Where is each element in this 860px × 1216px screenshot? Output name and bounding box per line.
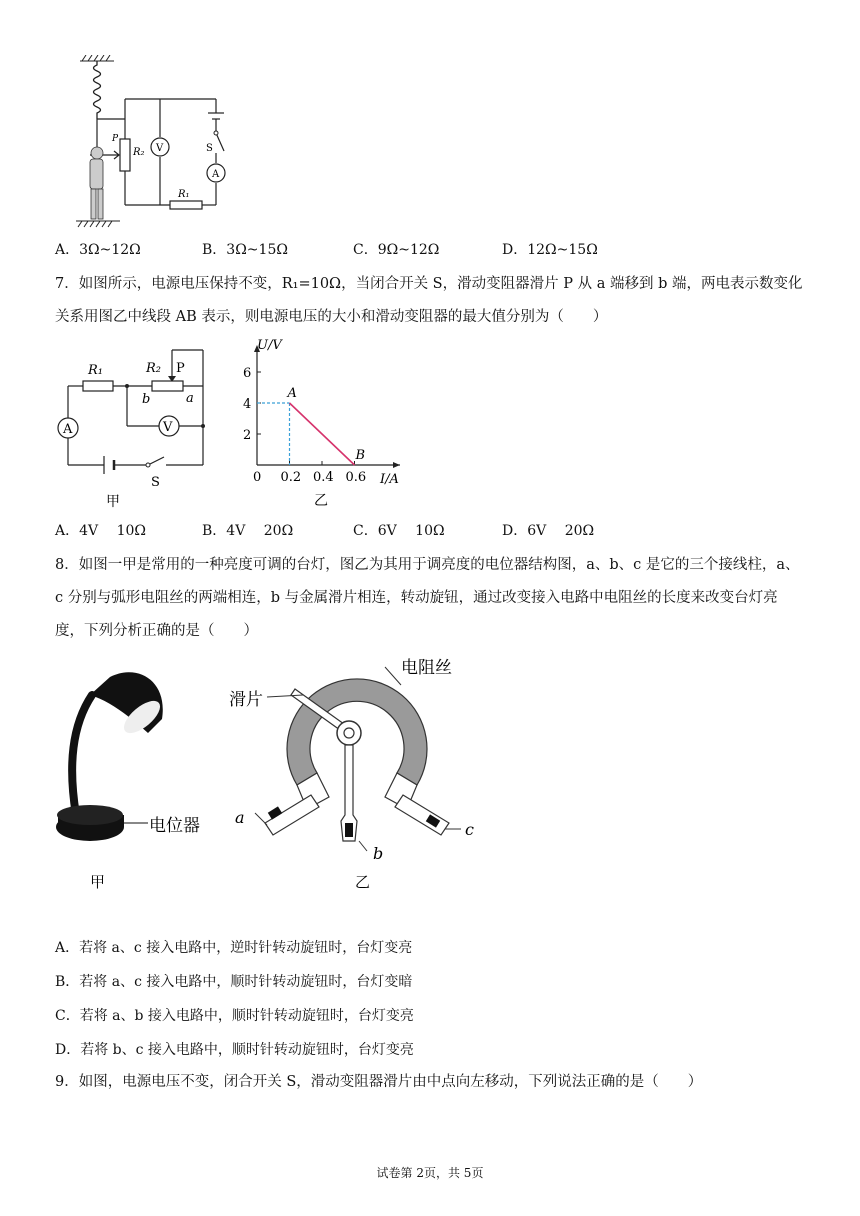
q6-option-a[interactable]: A．3Ω~12Ω xyxy=(55,242,141,258)
svg-text:V: V xyxy=(156,143,164,154)
r1-resistor xyxy=(83,381,113,391)
q7-stem xyxy=(55,268,815,334)
x-axis-arrow xyxy=(393,462,400,468)
point-a-label: A xyxy=(287,386,297,401)
graph-layer xyxy=(243,345,400,485)
resistance-wire-label: 电阻丝 xyxy=(401,658,452,678)
person-figure xyxy=(90,147,103,219)
svg-text:S: S xyxy=(151,475,160,490)
terminal-a-label: a xyxy=(235,808,245,827)
graph-x-label: I/A xyxy=(380,472,399,487)
q8-text-line3: 度，下列分析正确的是（ ） xyxy=(55,623,258,639)
svg-text:A: A xyxy=(63,422,73,437)
q6-option-c[interactable]: C．9Ω~12Ω xyxy=(353,242,440,258)
segment-ab xyxy=(290,403,355,465)
svg-text:b: b xyxy=(142,392,151,407)
svg-text:V: V xyxy=(163,420,173,435)
q7-text-line2: 关系用图乙中线段 AB 表示，则电源电压的大小和滑动变阻器的最大值分别为（ ） xyxy=(55,309,608,325)
x-tick-label: 0.4 xyxy=(313,470,334,485)
terminal-b-label: b xyxy=(373,844,384,863)
q7-graph xyxy=(232,335,412,515)
terminal-c xyxy=(395,795,449,835)
svg-text:R₂: R₂ xyxy=(146,361,161,376)
x-tick-label: 0.6 xyxy=(345,470,367,485)
svg-text:A: A xyxy=(212,169,220,180)
q8-text-line2: c 分别与弧形电阻丝的两端相连，b 与金属滑片相连，转动旋钮，通过改变接入电路中电阻丝的长度来改变台灯亮 xyxy=(55,590,778,606)
pot-caption: 乙 xyxy=(355,873,371,891)
q6-option-b[interactable]: B．3Ω~15Ω xyxy=(202,242,288,258)
q9-stem: 9．如图，电源电压不变，闭合开关 S，滑动变阻器滑片由中点向左移动，下列说法正确的是（ ） xyxy=(55,1074,703,1090)
x-tick-label: 0.2 xyxy=(280,470,302,485)
q6-circuit-figure xyxy=(70,55,240,230)
y-tick-label: 2 xyxy=(243,428,252,443)
lamp-potentiometer-label: 电位器 xyxy=(149,816,200,836)
svg-text:R₁: R₁ xyxy=(88,363,103,378)
q6-options xyxy=(0,240,860,260)
q8-stem xyxy=(55,549,815,648)
q7-option-c[interactable]: C．6V 10Ω xyxy=(353,523,445,539)
q8-option-d[interactable]: D．若将 b、c 接入电路中，顺时针转动旋钮时，台灯变亮 xyxy=(55,1042,414,1058)
q8-text-line1: 8．如图一甲是常用的一种亮度可调的台灯，图乙为其用于调亮度的电位器结构图，a、b、c 是它的三个接线柱，a、 xyxy=(55,557,800,573)
svg-text:P: P xyxy=(176,361,185,376)
r1-resistor xyxy=(170,201,202,209)
q7-option-b[interactable]: B．4V 20Ω xyxy=(202,523,294,539)
q6-option-d[interactable]: D．12Ω~15Ω xyxy=(502,242,598,258)
q7-option-a[interactable]: A．4V 10Ω xyxy=(55,523,146,539)
point-b-label: B xyxy=(355,448,366,463)
svg-text:P: P xyxy=(112,134,119,144)
r2-resistor xyxy=(152,381,183,391)
y-tick-label: 4 xyxy=(243,397,252,412)
y-tick-label: 6 xyxy=(243,366,252,381)
terminal-c-label: c xyxy=(465,820,474,839)
q8-lamp-figure xyxy=(50,655,220,895)
lamp-neck xyxy=(72,695,92,815)
q7-circuit-figure xyxy=(48,340,218,515)
q8-option-b[interactable]: B．若将 a、c 接入电路中，顺时针转动旋钮时，台灯变暗 xyxy=(55,974,413,990)
slider-label: 滑片 xyxy=(229,690,263,710)
q7-text-line1: 7．如图所示，电源电压保持不变，R₁=10Ω，当闭合开关 S，滑动变阻器滑片 P 从 a 端移到 b 端，两电表示数变化 xyxy=(55,276,803,292)
q7-option-d[interactable]: D．6V 20Ω xyxy=(502,523,595,539)
q7-options xyxy=(0,521,860,541)
svg-text:S: S xyxy=(206,143,213,154)
svg-text:甲: 甲 xyxy=(106,494,120,510)
page-footer: 试卷第 2页，共 5页 xyxy=(376,1166,484,1180)
x-tick-label: 0 xyxy=(253,470,262,485)
svg-text:R₁: R₁ xyxy=(178,189,190,200)
graph-caption: 乙 xyxy=(314,493,328,509)
lamp-caption: 甲 xyxy=(90,873,106,891)
svg-text:R₂: R₂ xyxy=(133,147,145,158)
graph-y-label: U/V xyxy=(257,338,282,353)
r2-resistor xyxy=(120,139,130,171)
spring xyxy=(94,61,101,119)
svg-text:a: a xyxy=(186,391,194,406)
q8-option-c[interactable]: C．若将 a、b 接入电路中，顺时针转动旋钮时，台灯变亮 xyxy=(55,1008,414,1024)
q8-option-a[interactable]: A．若将 a、c 接入电路中，逆时针转动旋钮时，台灯变亮 xyxy=(55,940,413,956)
q8-potentiometer-figure xyxy=(225,645,505,895)
